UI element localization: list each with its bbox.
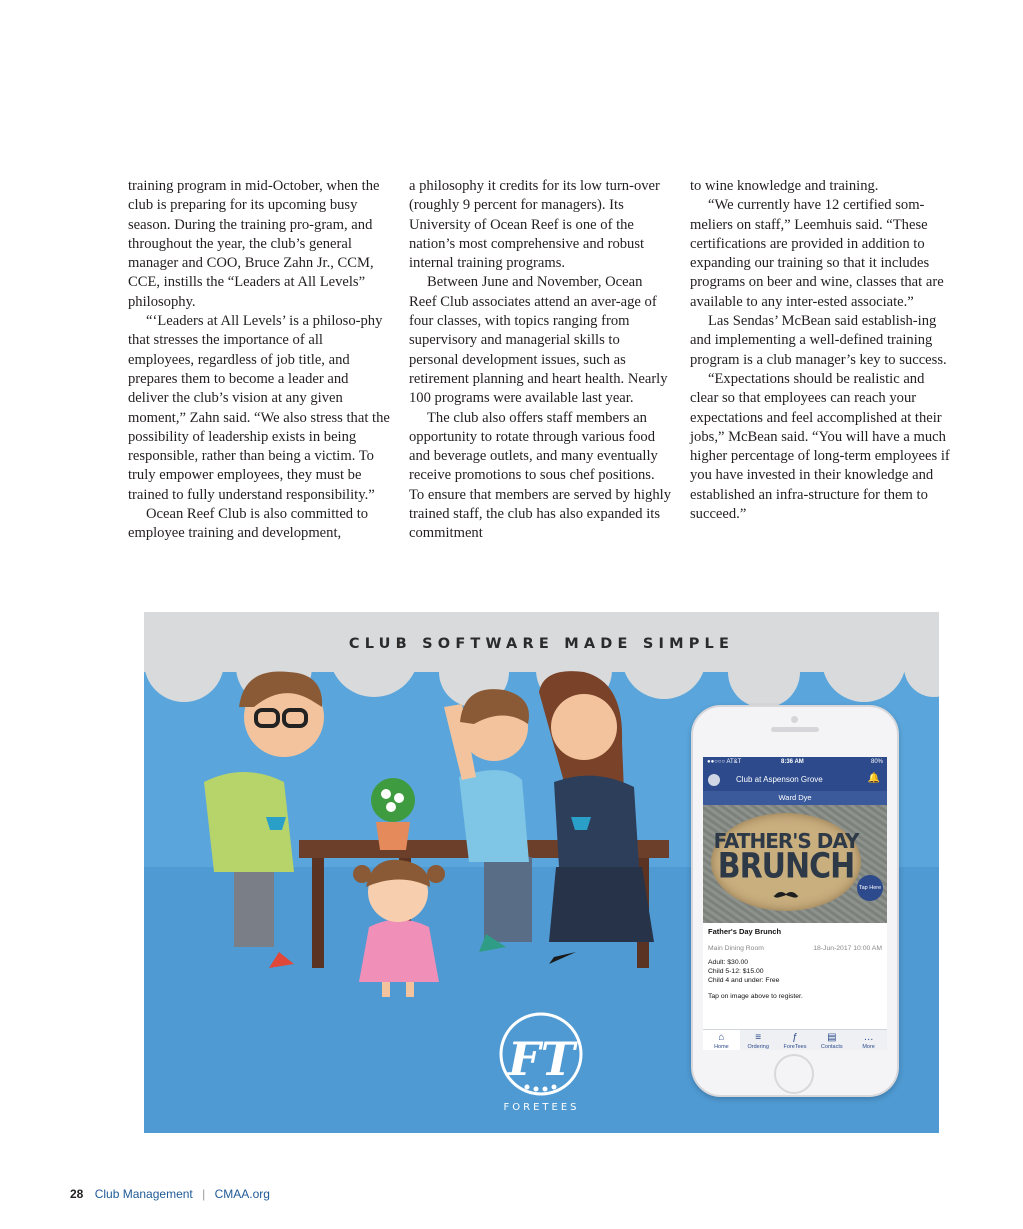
price-line: Child 5-12: $15.00 (708, 968, 764, 975)
price-line: Adult: $30.00 (708, 959, 749, 966)
article-column-3 (690, 177, 952, 524)
paragraph: “‘Leaders at All Levels’ is a philoso-phy that stresses the importance of all employees, regardless of job title, and prepares them to become a leader and deliver the club’s vision at any given moment,” Zahn said. “We also stress that the possibility of leadership exists in being responsible, rather than being a victim. To truly empower employees, they must be trained to fully understand responsibility.” (128, 313, 390, 503)
price-line: Child 4 and under: Free (708, 977, 780, 984)
event-image[interactable] (703, 805, 887, 923)
paragraph: Ocean Reef Club is also committed to employee training and development, (128, 506, 369, 542)
app-title: Club at Aspenson Grove (736, 775, 823, 784)
tab-label: Contacts (820, 1044, 843, 1050)
event-location: Main Dining Room (708, 945, 764, 952)
foretees-advertisement (144, 612, 939, 1133)
paragraph: Between June and November, Ocean Reef Club associates attend an aver-age of four classes, with topics ranging from supervisory and managerial skills to personal development issues, such as retirement planning and heart health. Nearly 100 programs were available last year. (409, 274, 668, 407)
page-number: 28 (70, 1187, 84, 1201)
paragraph: Las Sendas’ McBean said establish-ing and implementing a well-defined training program is a club manager’s key to success. (690, 313, 947, 368)
tab-contacts[interactable] (813, 1030, 850, 1050)
event-image-title-line2: BRUNCH (717, 846, 855, 887)
mustache-icon (773, 891, 799, 899)
foretees-icon: ƒ (792, 1032, 798, 1043)
paragraph: The club also offers staff members an opportunity to rotate through various food and beverage outlets, and many eventually receive promotions to sous chef positions. To ensure that members are served by highly trained staff, the club has also expanded its commitment (409, 409, 671, 542)
website-link[interactable]: CMAA.org (214, 1187, 270, 1201)
tab-label: Home (714, 1044, 729, 1050)
paragraph: a philosophy it credits for its low turn-over (roughly 9 percent for managers). Its University of Ocean Reef is one of the nation’s most comprehensive and robust internal training programs. (409, 178, 660, 272)
tab-ordering[interactable] (740, 1030, 777, 1050)
status-bar (703, 757, 887, 769)
menu-icon: ≡ (755, 1032, 762, 1043)
event-image-title-line1: FATHER'S DAY (713, 829, 859, 853)
paragraph: “Expectations should be realistic and clear so that employees can reach your expectations and feel accomplished at their jobs,” McBean said. “You will have a much higher percentage of long-term employees if you have invested in their knowledge and established an infra-structure for them to succeed.” (690, 370, 950, 523)
smartphone-mockup (691, 705, 899, 1097)
event-name: Father's Day Brunch (708, 927, 782, 936)
publication-name: Club Management (94, 1187, 193, 1201)
page-footer (70, 1187, 270, 1201)
tab-label: Ordering (747, 1044, 769, 1050)
foretees-logo-mark: FT (508, 1032, 575, 1086)
app-tab-bar (703, 1029, 887, 1050)
club-logo-icon (708, 774, 720, 786)
register-note: Tap on image above to register. (708, 993, 803, 1000)
camera-icon (791, 716, 798, 723)
paragraph: “We currently have 12 certified som-meliers on staff,” Leemhuis said. “These certifications are provided in addition to expanding our training so that it includes programs on beer and wine, classes that are available to any inter-ested associate.” (690, 197, 944, 310)
home-button (774, 1054, 814, 1094)
article-column-1 (128, 177, 390, 544)
tab-label: ForeTees (783, 1044, 807, 1050)
speaker-grille (771, 727, 819, 732)
phone-screen (703, 757, 887, 1050)
tab-more[interactable] (850, 1030, 887, 1050)
paragraph: to wine knowledge and training. (690, 178, 879, 194)
app-header (703, 769, 887, 791)
bell-icon[interactable]: 🔔 (867, 773, 880, 784)
home-icon: ⌂ (718, 1032, 725, 1043)
paragraph: training program in mid-October, when the club is preparing for its upcoming busy season. During the training pro-gram, and throughout the year, the club’s general manager and COO, Bruce Zahn Jr., CCM, CCE, instills the “Leaders at All Levels” philosophy. (128, 178, 380, 310)
clock-label: 8:36 AM (781, 759, 804, 765)
foretees-brand-name: FORETEES (503, 1102, 580, 1113)
banner-label: Ward Dye (703, 791, 887, 805)
battery-label: 80% (870, 759, 883, 765)
more-icon: … (863, 1032, 874, 1043)
tab-foretees[interactable] (777, 1030, 814, 1050)
event-date: 18-Jun-2017 10:00 AM (813, 945, 882, 952)
event-location-row (708, 944, 882, 955)
article-column-2 (409, 177, 671, 544)
tab-label: More (862, 1044, 875, 1050)
ad-headline: CLUB SOFTWARE MADE SIMPLE (348, 636, 735, 652)
tap-here-button[interactable]: Tap Here (857, 875, 883, 901)
footer-separator: | (202, 1187, 206, 1201)
event-prices (708, 958, 882, 985)
contacts-icon: ▤ (827, 1032, 837, 1043)
carrier-label: ●●○○○ AT&T (707, 759, 742, 765)
event-details (703, 923, 887, 1005)
tab-home[interactable] (703, 1030, 740, 1050)
